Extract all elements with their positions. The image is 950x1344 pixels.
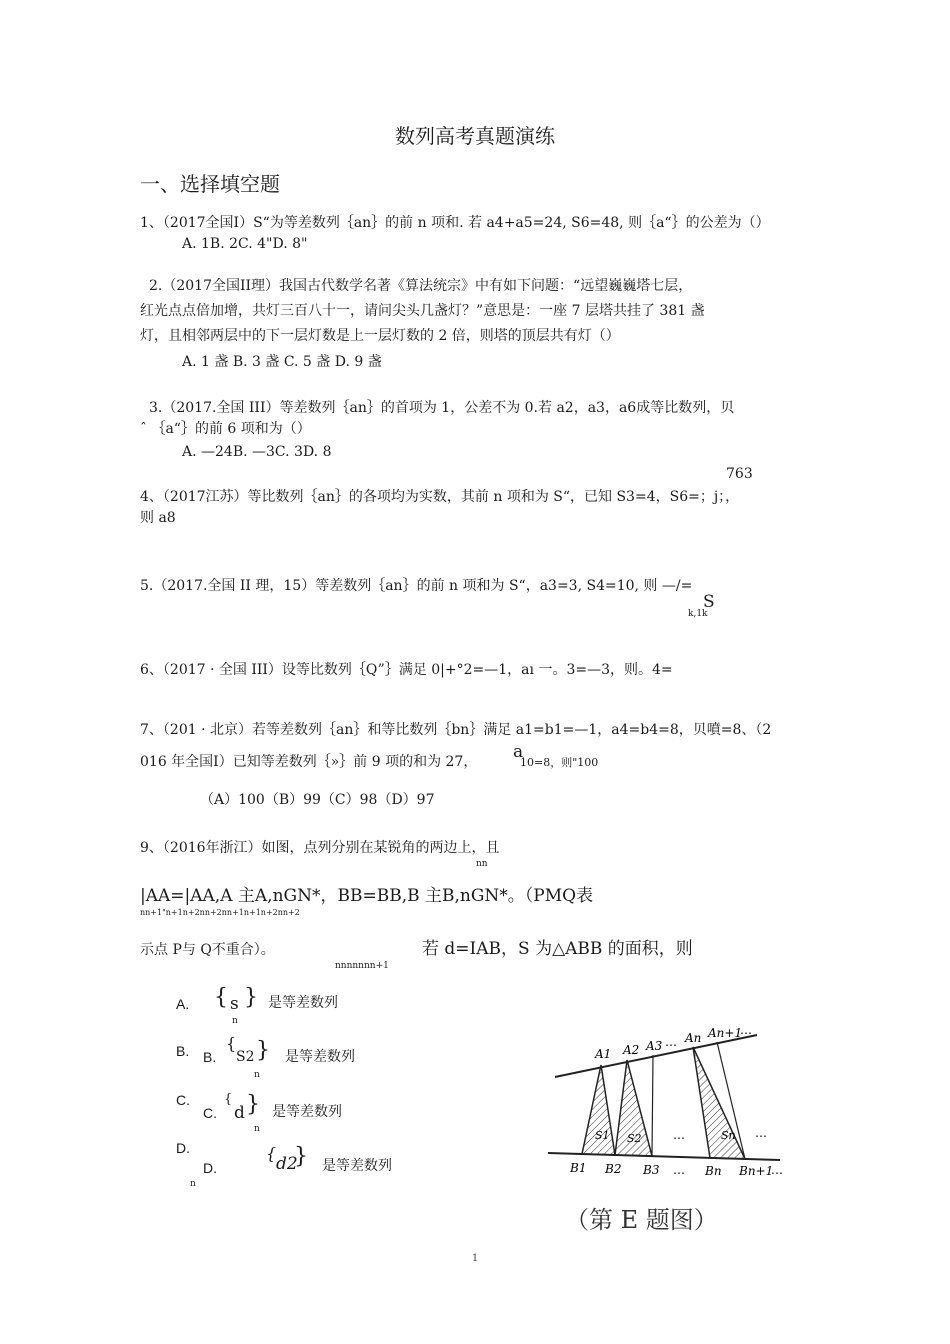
question-8-condition: 10=8，则"100: [520, 756, 599, 769]
label-bottom-trailing-dots: …: [771, 1163, 783, 1177]
question-9-line-3a: 示点 P与 Q不重合）。: [140, 942, 275, 958]
question-8-text: 016 年全国Ⅰ）已知等差数列｛»｝前 9 项的和为 27，: [140, 754, 478, 770]
option-a-right-brace: }: [244, 985, 258, 1010]
option-c-term: d: [234, 1103, 245, 1123]
question-3-options: A. —24B. —3C. 3D. 8: [182, 444, 332, 460]
question-7-text: 7、（201 · 北京）若等差数列｛an｝和等比数列｛bn｝满足 a1=b1=—1，a4=b4=8，贝噴=8、（2: [140, 722, 772, 738]
question-1-options: A. 1B. 2C. 4"D. 8": [182, 236, 308, 252]
option-a-subscript: n: [232, 1016, 238, 1026]
option-b-left-brace: {: [226, 1034, 237, 1053]
option-d-term: d2: [276, 1154, 298, 1174]
question-9-line-2: |AA=|AA,A 主A,nGN*，BB=BB,B 主B,nGN*。（PMQ表: [140, 886, 594, 906]
option-a-term: s: [230, 994, 239, 1014]
option-c-text: 是等差数列: [272, 1104, 342, 1120]
question-4-line-2: 则 a8: [140, 510, 176, 526]
option-b-letter: B.: [176, 1043, 190, 1059]
label-a3: A3: [646, 1039, 663, 1053]
question-3-line-2: ˆ ｛a“｝的前 6 项和为（）: [140, 421, 311, 437]
question-8-options: （A）100（B）99（C）98（D）97: [200, 792, 435, 808]
question-1-text: 1、（2017全国Ⅰ）S“为等差数列｛an｝的前 n 项和. 若 a4+a5=24, S6=48, 则｛a“｝的公差为（）: [140, 215, 770, 231]
option-d-letter-2: D.: [203, 1160, 217, 1176]
question-6-text: 6、（2017 · 全国 III）设等比数列｛Q”｝满足 0|+°2=—1，aı 一。3=—3，则。4=: [140, 662, 673, 678]
option-c-subscript: n: [254, 1124, 260, 1134]
question-4-line-1: 4、（2017江苏）等比数列｛an｝的各项均为实数，其前 n 项和为 S“，已知 S3=4，S6=；j；，: [140, 489, 740, 505]
question-3-line-1: 3.（2017.全国 III）等差数列｛an｝的首项为 1，公差不为 0.若 a2，a3，a6成等比数列，贝: [149, 400, 735, 416]
option-d-subscript: n: [190, 1179, 196, 1189]
label-bn1: Bn+1: [739, 1164, 774, 1178]
label-s1: S1: [595, 1129, 610, 1142]
question-4-fraction: 763: [726, 466, 753, 482]
label-a2: A2: [623, 1043, 640, 1057]
option-b-letter-2: B.: [203, 1049, 217, 1065]
geometry-figure: [545, 1022, 795, 1187]
question-2-line-3: 灯，且相邻两层中的下一层灯数是上一层灯数的 2 倍，则塔的顶层共有灯（）: [140, 328, 620, 344]
question-2-line-2: 红光点点倍加增，共灯三百八十一，请问尖头几盏灯？”意思是：一座 7 层塔共挂了 381 盏: [140, 303, 705, 319]
triangle-sn: [693, 1047, 745, 1159]
question-9-line-2-subscripts: nn+1"n+1n+2nn+2nn+1n+1n+2nn+2: [140, 908, 300, 917]
label-b3: B3: [643, 1163, 660, 1177]
option-a-left-brace: {: [214, 985, 228, 1010]
question-8-a-symbol: a: [513, 742, 524, 762]
label-bn: Bn: [705, 1164, 722, 1178]
option-a-letter: A.: [176, 996, 190, 1012]
question-5-sum-symbol: S: [703, 592, 715, 612]
option-b-subscript: n: [254, 1070, 260, 1080]
question-9-line-3-subscripts: nnnnnnn+1: [335, 961, 389, 971]
option-c-right-brace: }: [246, 1092, 260, 1117]
label-a1: A1: [595, 1047, 612, 1061]
question-2-options: A. 1 盏 B. 3 盏 C. 5 盏 D. 9 盏: [182, 354, 382, 370]
segment-a3-b3: [652, 1055, 653, 1156]
label-sn: Sn: [721, 1129, 736, 1142]
middle-dots: …: [673, 1128, 685, 1142]
page-number: 1: [471, 1253, 479, 1264]
label-s2: S2: [627, 1132, 642, 1145]
option-c-letter-2: C.: [203, 1105, 217, 1121]
option-c-left-brace: {: [224, 1092, 233, 1107]
option-b-text: 是等差数列: [285, 1049, 355, 1065]
question-5-text: 5.（2017.全国 II 理，15）等差数列｛an｝的前 n 项和为 S“，a3=3, S4=10, 则 —/=: [140, 578, 693, 594]
option-d-letter: D.: [176, 1140, 190, 1156]
label-b2: B2: [605, 1162, 622, 1176]
option-a-text: 是等差数列: [268, 995, 338, 1011]
option-b-term: S2: [236, 1049, 255, 1065]
option-d-left-brace: {: [266, 1144, 277, 1163]
section-heading: 一、选择填空题: [140, 172, 280, 196]
question-2-line-1: 2.（2017全国II理）我国古代数学名著《算法统宗》中有如下问题：“远望巍巍塔七层，: [149, 278, 693, 294]
question-9-line-1: 9、（2016年浙江）如图，点列分别在某锐角的两边上，且: [140, 840, 500, 856]
page-title: 数列高考真题演练: [395, 124, 555, 148]
label-top-trailing-dots: …: [740, 1023, 752, 1037]
right-dots: …: [755, 1126, 767, 1140]
label-bottom-dots: …: [673, 1163, 685, 1177]
option-d-right-brace: }: [294, 1144, 308, 1169]
question-9-line-3b: 若 d=IAB，S 为△ABB 的面积，则: [422, 939, 693, 959]
label-an1: An+1: [708, 1026, 743, 1040]
option-d-text: 是等差数列: [322, 1158, 392, 1174]
label-b1: B1: [570, 1161, 587, 1175]
question-9-subscript-nn: nn: [476, 859, 488, 869]
question-5-subscript: k,1k: [688, 609, 708, 619]
option-c-letter: C.: [176, 1092, 190, 1108]
label-top-dots: …: [665, 1035, 677, 1049]
option-b-right-brace: }: [256, 1038, 270, 1063]
figure-caption: （第 E 题图）: [565, 1206, 718, 1234]
label-an: An: [685, 1031, 702, 1045]
